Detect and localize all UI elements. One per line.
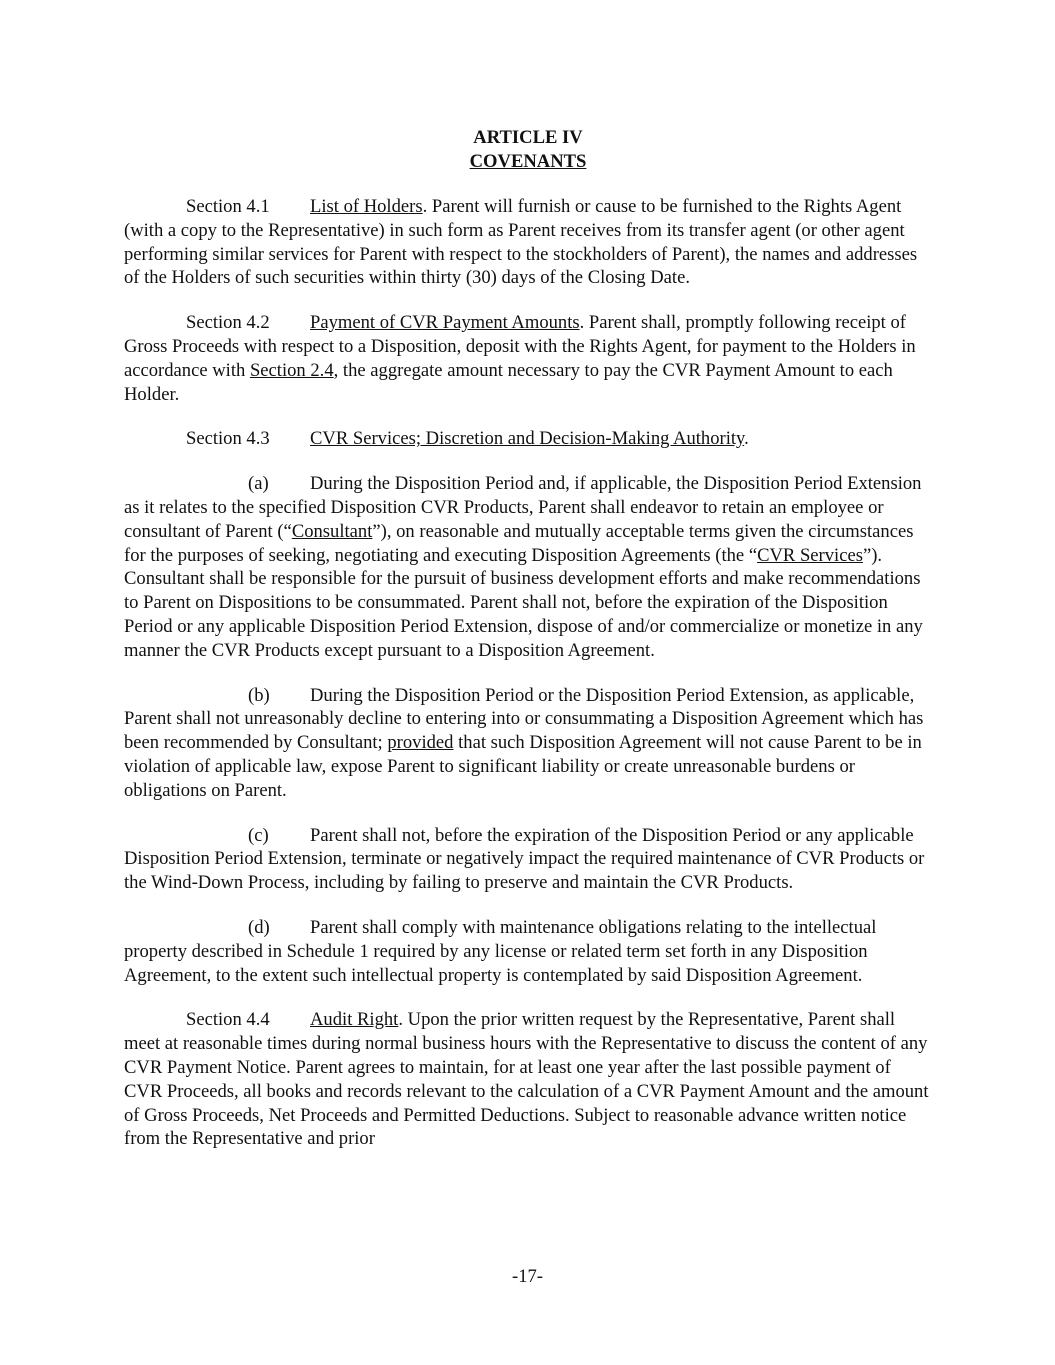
subsection-text: During the Disposition Period and, if applicable, the Disposition Period Extension as it relates to the specified Disposition CVR Products, Parent shall endeavor to retain an employee or consultant of Parent (“ (124, 473, 922, 542)
section-4-3 (124, 427, 932, 451)
page-number: -17- (512, 1266, 543, 1287)
subsection-text: During the Disposition Period or the Disposition Period Extension, as applicable, Parent shall not unreasonably decline to entering into or consummating a Disposition Agreement which has been recommended by Consultant; (124, 684, 924, 754)
section-title: Audit Right (310, 1009, 399, 1031)
section-text: . Upon the prior written request by the Representative, Parent shall meet at reasonable times during normal business hours with the Representative to discuss the content of any CVR Payment Notice. Parent agrees to maintain, for at least one year after the last possible payment of CVR Proceeds, all books and records relevant to the calculation of a CVR Payment Amount and the amount of Gross Proceeds, Net Proceeds and Permitted Deductions. Subject to reasonable advance written notice from the Representative and prior (124, 1009, 929, 1150)
subsection-text: ”). Consultant shall be responsible for the pursuit of business development efforts and make recommendations to Parent on Dispositions to be consummated. Parent shall not, before the expiration of the Disposition Period or any applicable Disposition Period Extension, dispose of and/or commercialize or monetize in any manner the CVR Products except pursuant to a Disposition Agreement. (124, 544, 923, 661)
section-text: , the aggregate amount necessary to pay the CVR Payment Amount to each Holder. (124, 359, 893, 405)
section-title: CVR Services; Discretion and Decision-Making Authority (310, 428, 745, 450)
subsection-number: (c) (248, 824, 269, 846)
section-number: Section 4.2 (186, 312, 270, 334)
article-heading (124, 126, 932, 174)
subsection-text: that such Disposition Agreement will not cause Parent to be in violation of applicable law, expose Parent to significant liability or create unreasonable burdens or obligations on Parent. (124, 732, 922, 801)
subsection-4-3-b (124, 684, 932, 803)
defined-term: CVR Services (757, 544, 863, 566)
section-title: Payment of CVR Payment Amounts (310, 312, 580, 334)
subsection-number: (b) (248, 684, 270, 706)
subsection-4-3-a (124, 472, 932, 662)
section-4-2 (124, 311, 932, 406)
subsection-number: (d) (248, 916, 270, 938)
section-text: . Parent will furnish or cause to be furnished to the Rights Agent (with a copy to the Representative) in such form as Parent receives from its transfer agent (or other agent performing similar services for Parent with respect to the stockholders of Parent), the names and addresses of the Holders of such securities within thirty (30) days of the Closing Date. (124, 196, 918, 289)
section-4-1 (124, 195, 932, 290)
section-number: Section 4.1 (186, 196, 270, 217)
subsection-text: Parent shall not, before the expiration of the Disposition Period or any applicable Disposition Period Extension, terminate or negatively impact the required maintenance of CVR Products or the Wind-Down Process, including by failing to preserve and maintain the CVR Products. (124, 824, 925, 894)
document-page (124, 124, 932, 1151)
subsection-4-3-d (124, 916, 932, 987)
subsection-text: Parent shall comply with maintenance obligations relating to the intellectual property described in Schedule 1 required by any license or related term set forth in any Disposition Agreement, to the extent such intellectual property is contemplated by said Disposition Agreement. (124, 916, 877, 986)
subsection-text: ”), on reasonable and mutually acceptable terms given the circumstances for the purposes of seeking, negotiating and executing Disposition Agreements (the “ (124, 520, 914, 566)
section-title: List of Holders (310, 196, 423, 217)
section-number: Section 4.4 (186, 1009, 270, 1031)
article-title: ARTICLE IV (473, 127, 583, 148)
subsection-4-3-c (124, 824, 932, 895)
section-number: Section 4.3 (186, 428, 270, 450)
subsection-number: (a) (248, 473, 269, 495)
defined-term: provided (387, 732, 454, 754)
defined-term: Consultant (291, 520, 373, 542)
article-subtitle: COVENANTS (469, 151, 587, 172)
section-text: . Parent shall, promptly following receipt of Gross Proceeds with respect to a Disposition, deposit with the Rights Agent, for payment to the Holders in accordance with (124, 312, 916, 381)
section-4-4 (124, 1008, 932, 1151)
section-reference: Section 2.4 (249, 359, 334, 381)
section-text: . (744, 428, 749, 450)
